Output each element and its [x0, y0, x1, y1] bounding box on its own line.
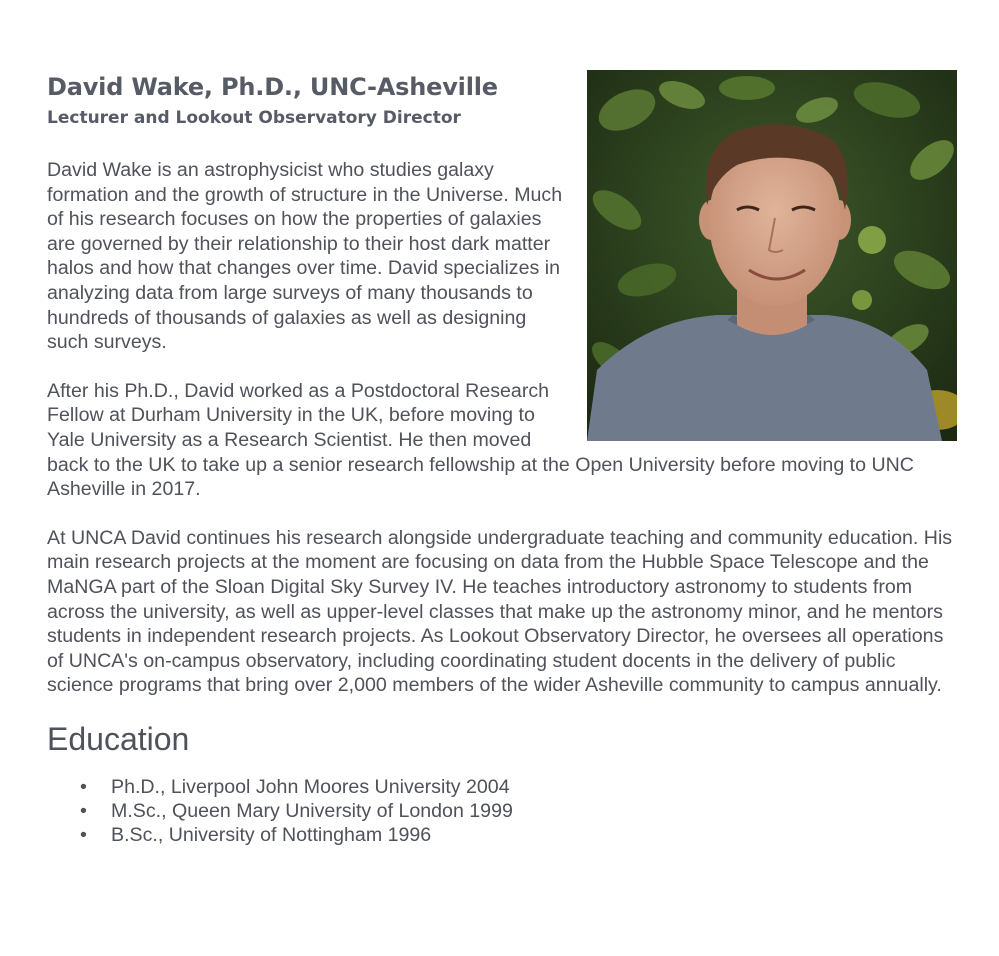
education-item — [47, 775, 957, 799]
education-item-text: M.Sc., Queen Mary University of London 1999 — [111, 800, 513, 823]
profile-title: Lecturer and Lookout Observatory Director — [47, 108, 461, 128]
bio-paragraph-3: At UNCA David continues his research alongside undergraduate teaching and community education. His main research projects at the moment are focusing on data from the Hubble Space Telescope and the MaNGA part of the Sloan Digital Sky Survey IV. He teaches introductory astronomy to students from across the university, as well as upper-level classes that make up the astronomy minor, and he mentors students in independent research projects. As Lookout Observatory Director, he oversees all operations of UNCA's on-campus observatory, including coordinating student docents in the delivery of public science programs that bring over 2,000 members of the wider Asheville community to campus annually. — [47, 526, 953, 697]
education-list — [47, 775, 957, 848]
bullet-icon: • — [80, 824, 87, 847]
education-item-text: B.Sc., University of Nottingham 1996 — [111, 824, 432, 847]
profile-photo — [587, 70, 957, 441]
bio-paragraph-2: After his Ph.D., David worked as a Postdoctoral Research Fellow at Durham University in the UK, before moving to Yale University as a Research Scientist. He then moved back to the UK to take up a senior research fellowship at the Open University before moving to UNC Asheville in 2017. — [47, 379, 914, 501]
education-item — [47, 823, 957, 847]
portrait-image — [587, 70, 957, 441]
education-item-text: Ph.D., Liverpool John Moores University 2004 — [111, 775, 510, 798]
profile-document — [47, 70, 957, 848]
bio-paragraph-1: David Wake is an astrophysicist who studies galaxy formation and the growth of structure in the Universe. Much of his research focuses on how the properties of galaxies are governed by their relationship to their host dark matter halos and how that changes over time. David specializes in analyzing data from large surveys of many thousands to hundreds of thousands of galaxies as well as designing such surveys. — [47, 159, 563, 354]
bullet-icon: • — [80, 775, 87, 798]
profile-name: David Wake, Ph.D., UNC-Asheville — [47, 73, 498, 101]
education-heading: Education — [47, 720, 190, 757]
education-item — [47, 799, 957, 823]
bullet-icon: • — [80, 800, 87, 823]
